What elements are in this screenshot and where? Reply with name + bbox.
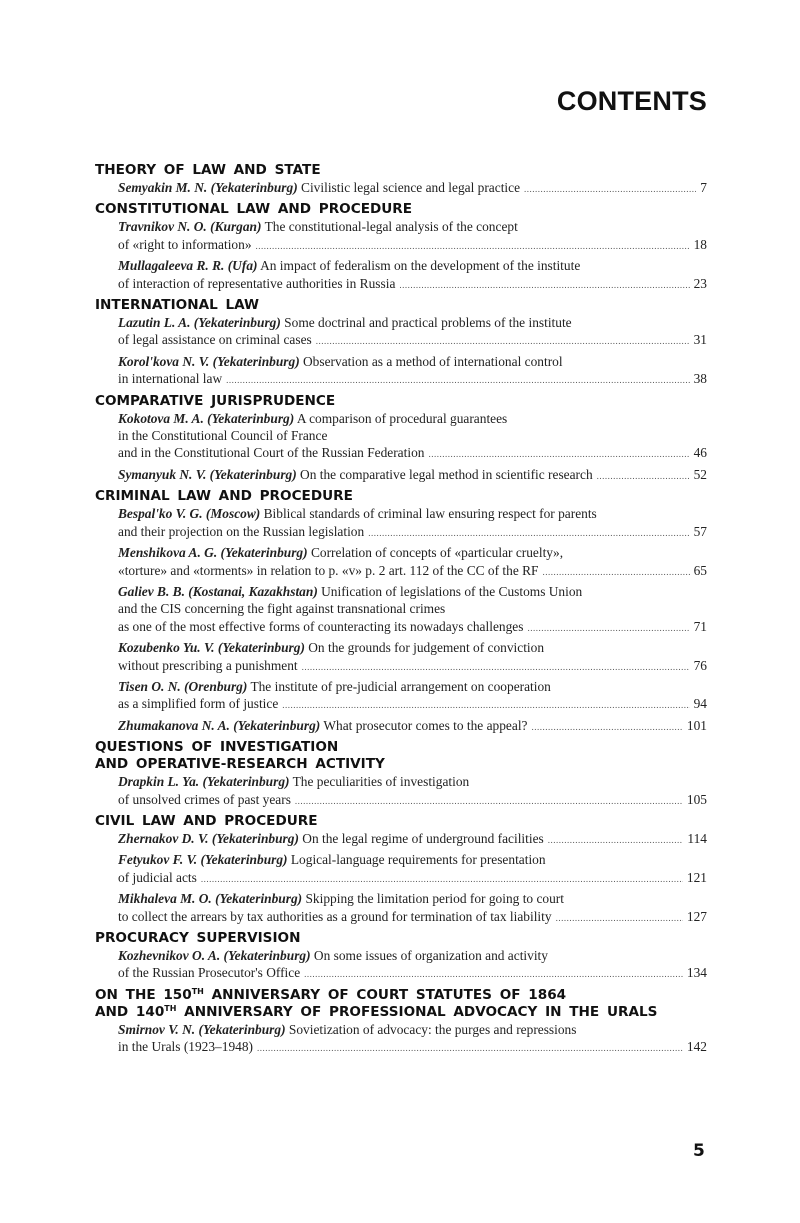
entry-page-number: 57 xyxy=(693,523,707,539)
entry-line xyxy=(118,717,707,736)
entry-title-text xyxy=(118,657,298,674)
section-heading xyxy=(95,987,707,1004)
entry-line xyxy=(118,444,707,463)
toc-entry[interactable] xyxy=(118,851,707,888)
entry-line xyxy=(118,466,707,485)
section-heading: QUESTIONS OF INVESTIGATION xyxy=(95,739,339,756)
toc-entry[interactable] xyxy=(118,179,707,198)
entry-line xyxy=(118,257,707,274)
entry-title: to collect the arrears by tax authorities as a ground for termination of tax liability xyxy=(118,908,552,924)
entry-author: Kokotova M. A. (Yekaterinburg) xyxy=(118,410,295,426)
entry-line xyxy=(118,236,707,255)
entry-title: An impact of federalism on the development of the institute xyxy=(260,258,581,274)
entry-author: Tisen O. N. (Orenburg) xyxy=(118,678,248,694)
entry-title: On the comparative legal method in scientific research xyxy=(300,466,593,482)
toc-entry[interactable] xyxy=(118,947,707,984)
entry-title: Civilistic legal science and legal practice xyxy=(301,180,521,195)
entry-title-text xyxy=(118,370,222,387)
section-heading-part: ANNIVERSARY OF COURT STATUTES OF 1864 xyxy=(203,986,567,1003)
entry-page-number: 31 xyxy=(693,332,707,348)
toc-entry[interactable] xyxy=(118,505,707,542)
toc-entry[interactable] xyxy=(118,890,707,927)
entry-page-number: 65 xyxy=(693,562,707,578)
dot-leader xyxy=(226,372,689,389)
entry-page-number: 105 xyxy=(686,791,707,807)
entry-title-text xyxy=(118,1038,253,1055)
entry-title: A comparison of procedural guarantees xyxy=(296,410,508,426)
entry-title-text xyxy=(118,428,327,443)
entry-title-text xyxy=(118,411,507,426)
page-title: CONTENTS xyxy=(556,86,707,116)
entry-title: What prosecutor comes to the appeal? xyxy=(323,717,528,733)
page-number: 5 xyxy=(693,1141,705,1161)
entry-line xyxy=(118,830,707,849)
entry-title: «torture» and «torments» in relation to p. «v» p. 2 art. 112 of the CC of the RF xyxy=(118,562,539,578)
entry-author: Bespal'ko V. G. (Moscow) xyxy=(118,506,261,522)
entry-title: of unsolved crimes of past years xyxy=(118,791,291,807)
dot-leader xyxy=(302,659,690,676)
entry-author: Fetyukov F. V. (Yekaterinburg) xyxy=(118,852,288,868)
entry-title-text xyxy=(118,331,312,348)
section-heading-line2 xyxy=(95,1004,707,1021)
entry-title-text xyxy=(118,315,572,330)
entry-title: On the legal regime of underground facilities xyxy=(302,830,544,846)
entry-author: Semyakin M. N. (Yekaterinburg) xyxy=(118,180,298,195)
dot-leader xyxy=(282,697,689,714)
entry-title: of the Russian Prosecutor's Office xyxy=(118,965,301,981)
entry-title: in the Constitutional Council of France xyxy=(118,428,328,444)
toc-entry[interactable] xyxy=(118,639,707,676)
dot-leader xyxy=(543,564,690,581)
entry-author: Zhumakanova N. A. (Yekaterinburg) xyxy=(118,717,321,733)
entry-title: Sovietization of advocacy: the purges and repressions xyxy=(288,1021,577,1037)
entry-title-text xyxy=(118,1022,576,1037)
entry-line xyxy=(118,908,707,927)
entry-title: The constitutional-legal analysis of the concept xyxy=(264,219,518,235)
entry-title: On the grounds for judgement of conviction xyxy=(308,640,545,656)
dot-leader xyxy=(428,446,689,463)
entry-title-text xyxy=(118,236,252,253)
dot-leader xyxy=(201,871,683,888)
entry-line xyxy=(118,947,707,964)
entry-title-text xyxy=(118,618,523,635)
dot-leader xyxy=(531,719,682,736)
entry-title: of legal assistance on criminal cases xyxy=(118,332,312,348)
section-heading: COMPARATIVE JURISPRUDENCE xyxy=(95,392,336,409)
entry-title: in the Urals (1923–1948) xyxy=(118,1039,253,1055)
toc-entry[interactable] xyxy=(118,717,707,736)
dot-leader xyxy=(527,620,689,637)
entry-line xyxy=(118,773,707,790)
entry-line xyxy=(118,314,707,331)
toc-entry[interactable] xyxy=(118,583,707,637)
entry-title-text xyxy=(118,679,551,694)
section-heading: THEORY OF LAW AND STATE xyxy=(95,162,321,178)
entry-title-text xyxy=(118,545,563,560)
entry-line xyxy=(118,331,707,350)
entry-line xyxy=(118,275,707,294)
entry-line xyxy=(118,657,707,676)
entry-page-number: 134 xyxy=(686,965,707,981)
entry-page-number: 71 xyxy=(693,618,707,634)
toc-entry[interactable] xyxy=(118,678,707,715)
entry-title-text xyxy=(118,523,364,540)
section-heading-line2: AND OPERATIVE-RESEARCH ACTIVITY xyxy=(95,756,385,773)
entry-line xyxy=(118,410,707,427)
entry-title-text xyxy=(118,948,548,963)
dot-leader xyxy=(256,238,690,255)
entry-title-text xyxy=(118,830,544,847)
entry-title: Observation as a method of international control xyxy=(303,353,563,369)
section-heading-part: ON THE 150 xyxy=(95,986,192,1003)
entry-line xyxy=(118,869,707,888)
entry-title-text xyxy=(118,506,597,521)
entry-line xyxy=(118,791,707,810)
dot-leader xyxy=(524,181,696,198)
entry-title-text xyxy=(118,466,593,483)
dot-leader xyxy=(368,525,689,542)
entry-title: and the CIS concerning the fight against transnational crimes xyxy=(118,601,446,617)
entry-author: Korol'kova N. V. (Yekaterinburg) xyxy=(118,353,300,369)
dot-leader xyxy=(399,277,689,294)
entry-author: Smirnov V. N. (Yekaterinburg) xyxy=(118,1021,286,1037)
section-heading: CIVIL LAW AND PROCEDURE xyxy=(95,812,318,829)
dot-leader xyxy=(316,333,690,350)
entry-author: Symanyuk N. V. (Yekaterinburg) xyxy=(118,466,297,482)
entry-line xyxy=(118,583,707,600)
table-of-contents xyxy=(95,162,707,1060)
entry-title-text xyxy=(118,640,544,655)
entry-title-text xyxy=(118,717,527,734)
entry-title-text xyxy=(118,562,539,579)
section-heading-part: TH xyxy=(164,1003,177,1013)
entry-title-text xyxy=(118,695,278,712)
dot-leader xyxy=(597,468,690,485)
entry-page-number: 114 xyxy=(687,830,707,846)
entry-line xyxy=(118,678,707,695)
entry-line xyxy=(118,523,707,542)
entry-title: Correlation of concepts of «particular cruelty», xyxy=(310,545,564,561)
entry-title-text xyxy=(118,219,518,234)
entry-title-text xyxy=(118,869,197,886)
entry-line xyxy=(118,179,707,198)
entry-title-text xyxy=(118,275,395,292)
entry-title: Biblical standards of criminal law ensuring respect for parents xyxy=(263,506,597,522)
entry-line xyxy=(118,600,707,617)
entry-page-number: 7 xyxy=(700,180,707,195)
entry-title: Skipping the limitation period for going to court xyxy=(305,891,564,907)
entry-author: Menshikova A. G. (Yekaterinburg) xyxy=(118,545,308,561)
entry-page-number: 23 xyxy=(693,275,707,291)
toc-entry[interactable] xyxy=(118,1021,707,1058)
entry-line xyxy=(118,218,707,235)
entry-title: without prescribing a punishment xyxy=(118,657,298,673)
entry-line xyxy=(118,370,707,389)
entry-title: of judicial acts xyxy=(118,869,197,885)
entry-title: Logical-language requirements for presentation xyxy=(290,852,546,868)
entry-line xyxy=(118,562,707,581)
entry-title: as one of the most effective forms of counteracting its nowadays challenges xyxy=(118,618,524,634)
entry-page-number: 52 xyxy=(693,466,707,482)
entry-line xyxy=(118,1038,707,1057)
dot-leader xyxy=(257,1040,683,1057)
entry-title: Unification of legislations of the Customs Union xyxy=(321,583,583,599)
entry-page-number: 94 xyxy=(693,696,707,712)
dot-leader xyxy=(304,966,683,983)
section-heading-part: ANNIVERSARY OF PROFESSIONAL ADVOCACY IN THE URALS xyxy=(176,1003,658,1020)
entry-author: Kozubenko Yu. V. (Yekaterinburg) xyxy=(118,640,305,656)
dot-leader xyxy=(548,832,684,849)
dot-leader xyxy=(556,910,683,927)
entry-title-text xyxy=(118,891,564,906)
entry-line xyxy=(118,1021,707,1038)
toc-entry[interactable] xyxy=(118,353,707,390)
section-heading-part: TH xyxy=(191,986,204,996)
entry-line xyxy=(118,964,707,983)
entry-line xyxy=(118,544,707,561)
entry-title: On some issues of organization and activity xyxy=(313,948,548,963)
section-heading: INTERNATIONAL LAW xyxy=(95,297,260,314)
entry-title: and in the Constitutional Court of the Russian Federation xyxy=(118,445,425,461)
entry-title-text xyxy=(118,601,445,616)
section-heading: CONSTITUTIONAL LAW AND PROCEDURE xyxy=(95,201,413,218)
toc-entry[interactable] xyxy=(118,218,707,255)
entry-title-text xyxy=(118,964,300,981)
entry-line xyxy=(118,639,707,656)
entry-author: Travnikov N. O. (Kurgan) xyxy=(118,219,262,235)
entry-title: of «right to information» xyxy=(118,236,252,252)
entry-author: Galiev B. B. (Kostanai, Kazakhstan) xyxy=(118,583,318,599)
entry-page-number: 46 xyxy=(693,445,707,461)
toc-entry[interactable] xyxy=(118,544,707,581)
entry-line xyxy=(118,618,707,637)
toc-entry[interactable] xyxy=(118,257,707,294)
entry-line xyxy=(118,851,707,868)
entry-title-text xyxy=(118,852,546,867)
entry-title: The institute of pre-judicial arrangement on cooperation xyxy=(250,678,551,694)
entry-title-text xyxy=(118,774,469,789)
toc-entry[interactable] xyxy=(118,466,707,485)
section-heading-part: AND 140 xyxy=(95,1003,165,1020)
entry-author: Mullagaleeva R. R. (Ufa) xyxy=(118,258,258,274)
entry-title-text xyxy=(118,258,580,273)
entry-author: Lazutin L. A. (Yekaterinburg) xyxy=(118,315,281,331)
entry-author: Zhernakov D. V. (Yekaterinburg) xyxy=(118,830,299,846)
entry-title-text xyxy=(118,584,582,599)
toc-entry[interactable] xyxy=(118,410,707,464)
entry-line xyxy=(118,505,707,522)
entry-page-number: 121 xyxy=(686,869,707,885)
entry-line xyxy=(118,427,707,444)
entry-page-number: 18 xyxy=(693,236,707,252)
entry-title-text xyxy=(118,444,424,461)
entry-title-text xyxy=(118,354,563,369)
toc-entry[interactable] xyxy=(118,773,707,810)
entry-title: Some doctrinal and practical problems of the institute xyxy=(284,315,572,331)
entry-title: in international law xyxy=(118,371,223,387)
entry-title-text xyxy=(118,791,291,808)
entry-title: The peculiarities of investigation xyxy=(292,774,470,790)
entry-title: and their projection on the Russian legislation xyxy=(118,523,365,539)
entry-line xyxy=(118,695,707,714)
entry-line xyxy=(118,353,707,370)
dot-leader xyxy=(295,793,683,810)
toc-entry[interactable] xyxy=(118,830,707,849)
entry-title-text xyxy=(118,179,520,196)
entry-page-number: 127 xyxy=(686,908,707,924)
entry-page-number: 101 xyxy=(686,717,707,733)
entry-page-number: 38 xyxy=(693,371,707,387)
entry-title-text xyxy=(118,908,552,925)
section-heading: CRIMINAL LAW AND PROCEDURE xyxy=(95,488,353,505)
section-heading: PROCURACY SUPERVISION xyxy=(95,930,301,946)
entry-title: as a simplified form of justice xyxy=(118,696,279,712)
entry-author: Drapkin L. Ya. (Yekaterinburg) xyxy=(118,774,290,790)
entry-title: of interaction of representative authorities in Russia xyxy=(118,275,396,291)
entry-line xyxy=(118,890,707,907)
entry-author: Mikhaleva M. O. (Yekaterinburg) xyxy=(118,891,303,907)
toc-entry[interactable] xyxy=(118,314,707,351)
entry-page-number: 142 xyxy=(686,1039,707,1055)
entry-page-number: 76 xyxy=(693,657,707,673)
entry-author: Kozhevnikov O. A. (Yekaterinburg) xyxy=(118,948,311,963)
